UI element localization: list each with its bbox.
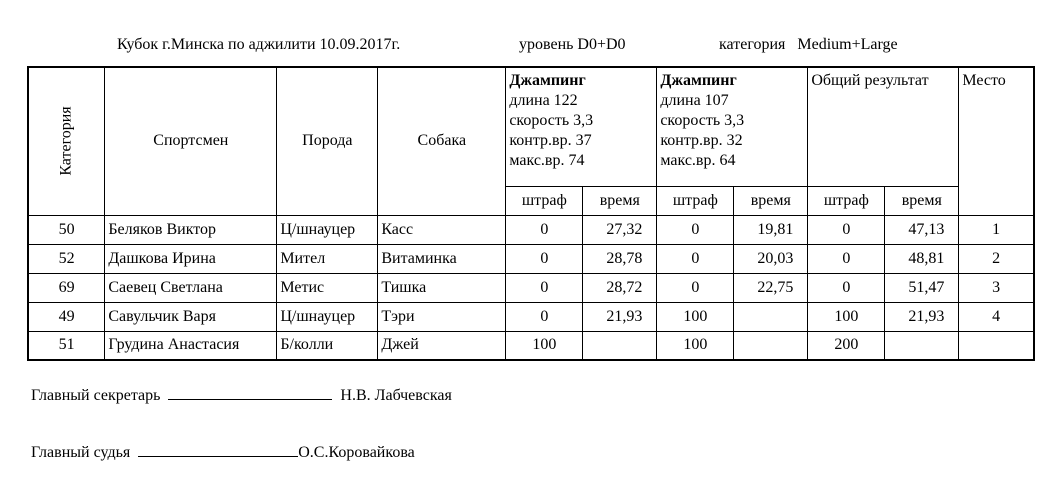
cell-penalty1: 0 xyxy=(506,273,583,302)
cell-time2: 22,75 xyxy=(734,273,808,302)
jumping1-max-time: макс.вр. 74 xyxy=(509,152,585,169)
cell-penalty1: 0 xyxy=(506,215,583,244)
results-table xyxy=(27,66,1035,361)
cell-time2 xyxy=(734,331,808,360)
cell-category: 51 xyxy=(28,331,105,360)
jumping2-penalty-header: штраф xyxy=(657,186,734,215)
total-header: Общий результат xyxy=(808,67,959,186)
cell-penalty1: 0 xyxy=(506,244,583,273)
secretary-signature-line xyxy=(31,385,452,405)
cell-breed: Ц/шнауцер xyxy=(277,215,378,244)
jumping2-length: длина 107 xyxy=(660,92,729,109)
judge-name: О.С.Коровайкова xyxy=(298,444,415,461)
level-label: уровень D0+D0 xyxy=(519,36,626,53)
cell-penalty1: 100 xyxy=(506,331,583,360)
cell-breed: Ц/шнауцер xyxy=(277,302,378,331)
total-penalty-header: штраф xyxy=(808,186,885,215)
category-header-label: Категория xyxy=(57,106,75,176)
judge-label: Главный судья xyxy=(31,444,131,461)
category-label: категория Medium+Large xyxy=(719,36,898,53)
cell-category: 69 xyxy=(28,273,105,302)
jumping2-header xyxy=(657,67,808,186)
cell-breed: Б/колли xyxy=(277,331,378,360)
cell-athlete: Дашкова Ирина xyxy=(105,244,277,273)
cell-place: 1 xyxy=(959,215,1034,244)
cell-time1: 28,72 xyxy=(583,273,657,302)
cell-athlete: Грудина Анастасия xyxy=(105,331,277,360)
cell-time1: 27,32 xyxy=(583,215,657,244)
cell-time1 xyxy=(583,331,657,360)
table-row xyxy=(28,215,1034,244)
cell-time2 xyxy=(734,302,808,331)
cell-total-penalty: 0 xyxy=(808,215,885,244)
cell-dog: Витаминка xyxy=(378,244,506,273)
table-row xyxy=(28,331,1034,360)
header-row xyxy=(28,67,1034,186)
breed-header: Порода xyxy=(277,67,378,215)
secretary-signature-blank xyxy=(168,385,332,400)
cell-athlete: Саевец Светлана xyxy=(105,273,277,302)
secretary-name: Н.В. Лабчевская xyxy=(340,387,452,404)
cell-time1: 21,93 xyxy=(583,302,657,331)
cell-total-penalty: 100 xyxy=(808,302,885,331)
category-header xyxy=(28,67,105,215)
dog-header: Собака xyxy=(378,67,506,215)
secretary-label: Главный секретарь xyxy=(31,387,161,404)
cell-total-time: 51,47 xyxy=(885,273,959,302)
cell-place: 4 xyxy=(959,302,1034,331)
jumping1-control-time: контр.вр. 37 xyxy=(509,132,592,149)
table-row xyxy=(28,273,1034,302)
cell-dog: Касс xyxy=(378,215,506,244)
cell-category: 49 xyxy=(28,302,105,331)
cell-category: 52 xyxy=(28,244,105,273)
judge-signature-blank xyxy=(138,442,298,457)
cell-penalty2: 0 xyxy=(657,244,734,273)
cell-category: 50 xyxy=(28,215,105,244)
cell-time1: 28,78 xyxy=(583,244,657,273)
cell-dog: Джей xyxy=(378,331,506,360)
document-title: Кубок г.Минска по аджилити 10.09.2017г. xyxy=(117,36,401,53)
jumping2-title: Джампинг xyxy=(660,72,737,89)
cell-breed: Метис xyxy=(277,273,378,302)
cell-dog: Тишка xyxy=(378,273,506,302)
cell-penalty2: 100 xyxy=(657,331,734,360)
jumping1-speed: скорость 3,3 xyxy=(509,112,594,129)
jumping1-length: длина 122 xyxy=(509,92,578,109)
place-header: Место xyxy=(959,67,1034,215)
cell-penalty2: 100 xyxy=(657,302,734,331)
table-row xyxy=(28,302,1034,331)
cell-place: 2 xyxy=(959,244,1034,273)
table-row xyxy=(28,244,1034,273)
judge-signature-line xyxy=(31,442,415,462)
cell-total-penalty: 0 xyxy=(808,273,885,302)
jumping2-max-time: макс.вр. 64 xyxy=(660,152,736,169)
jumping2-time-header: время xyxy=(734,186,808,215)
cell-place: 3 xyxy=(959,273,1034,302)
cell-total-time: 21,93 xyxy=(885,302,959,331)
cell-total-time: 47,13 xyxy=(885,215,959,244)
cell-place xyxy=(959,331,1034,360)
cell-time2: 19,81 xyxy=(734,215,808,244)
cell-dog: Тэри xyxy=(378,302,506,331)
jumping2-speed: скорость 3,3 xyxy=(660,112,745,129)
cell-penalty2: 0 xyxy=(657,215,734,244)
cell-total-time xyxy=(885,331,959,360)
jumping1-header xyxy=(506,67,657,186)
cell-total-time: 48,81 xyxy=(885,244,959,273)
cell-total-penalty: 0 xyxy=(808,244,885,273)
athlete-header: Спортсмен xyxy=(105,67,277,215)
cell-penalty1: 0 xyxy=(506,302,583,331)
cell-athlete: Савульчик Варя xyxy=(105,302,277,331)
cell-breed: Мител xyxy=(277,244,378,273)
jumping2-control-time: контр.вр. 32 xyxy=(660,132,743,149)
cell-penalty2: 0 xyxy=(657,273,734,302)
jumping1-penalty-header: штраф xyxy=(506,186,583,215)
cell-athlete: Беляков Виктор xyxy=(105,215,277,244)
cell-total-penalty: 200 xyxy=(808,331,885,360)
jumping1-title: Джампинг xyxy=(509,72,586,89)
jumping1-time-header: время xyxy=(583,186,657,215)
total-time-header: время xyxy=(885,186,959,215)
cell-time2: 20,03 xyxy=(734,244,808,273)
